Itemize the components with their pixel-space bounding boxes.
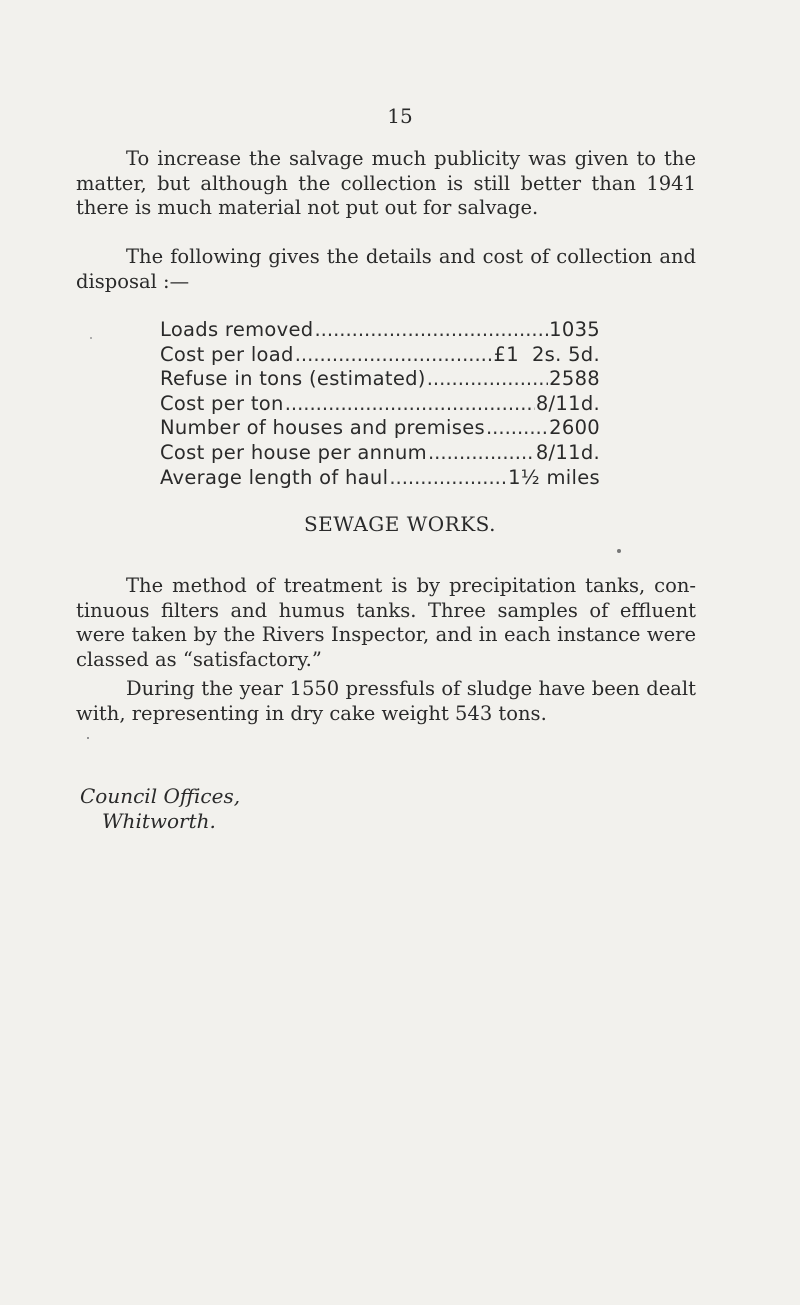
detail-value: 2600 (549, 416, 600, 440)
list-item (160, 392, 600, 417)
list-item (160, 416, 600, 441)
leader-dots (427, 367, 548, 390)
leader-dots (285, 392, 535, 415)
detail-label: Number of houses and premises (160, 416, 485, 440)
leader-dots (486, 416, 548, 439)
paragraph-salvage (76, 147, 696, 221)
signature-block (80, 784, 240, 834)
signature-line-1: Council Offices, (80, 784, 241, 808)
detail-label: Loads removed (160, 318, 314, 341)
paper-speck (87, 737, 89, 739)
leader-dots (295, 343, 493, 366)
section-heading: SEWAGE WORKS. (303, 512, 497, 536)
detail-value: 8/11d. (535, 440, 600, 464)
paragraph-intro-text: The following gives the details and cost of collection and disposal :— (76, 245, 696, 293)
detail-value: 1½ miles (508, 465, 600, 489)
detail-value: 8/11d. (535, 391, 600, 415)
paragraph-intro (76, 245, 696, 294)
list-item (160, 367, 600, 392)
collection-details-list (160, 318, 600, 490)
list-item (160, 343, 600, 368)
paragraph-sludge (76, 677, 696, 726)
detail-label: Cost per load (160, 342, 294, 366)
leader-dots (428, 441, 535, 464)
paper-speck (617, 549, 621, 553)
paragraph-sewage-method (76, 574, 696, 672)
detail-label: Cost per ton (160, 391, 284, 415)
detail-value: 2588 (549, 367, 600, 391)
detail-label: Average length of haul (160, 465, 389, 489)
leader-dots (389, 466, 507, 489)
signature-line-2: Whitworth. (102, 809, 216, 833)
page-number: 15 (387, 104, 413, 128)
detail-value: £1 2s. 5d. (493, 342, 600, 366)
detail-label: Cost per house per annum (160, 440, 427, 464)
paragraph-salvage-text: To increase the salvage much publicity was given to the matter, but although the collection is still better than 1941 there is much material not put out for salvage. (76, 147, 696, 219)
paragraph-sludge-text: During the year 1550 pressfuls of sludge have been dealt with, representing in dry cake weight 543 tons. (76, 677, 696, 725)
detail-value: 1035 (549, 318, 600, 341)
leader-dots (314, 318, 548, 341)
list-item (160, 441, 600, 466)
paper-speck (90, 337, 92, 339)
list-item (160, 318, 600, 343)
list-item (160, 466, 600, 491)
detail-label: Refuse in tons (estimated) (160, 367, 426, 391)
paragraph-sewage-method-text: The method of treatment is by precipitation tanks, con-tinuous filters and humus tanks. Three samples of effluent were taken by the Rivers Inspector, and in each instance were classed as “satisfactory.” (76, 574, 696, 671)
